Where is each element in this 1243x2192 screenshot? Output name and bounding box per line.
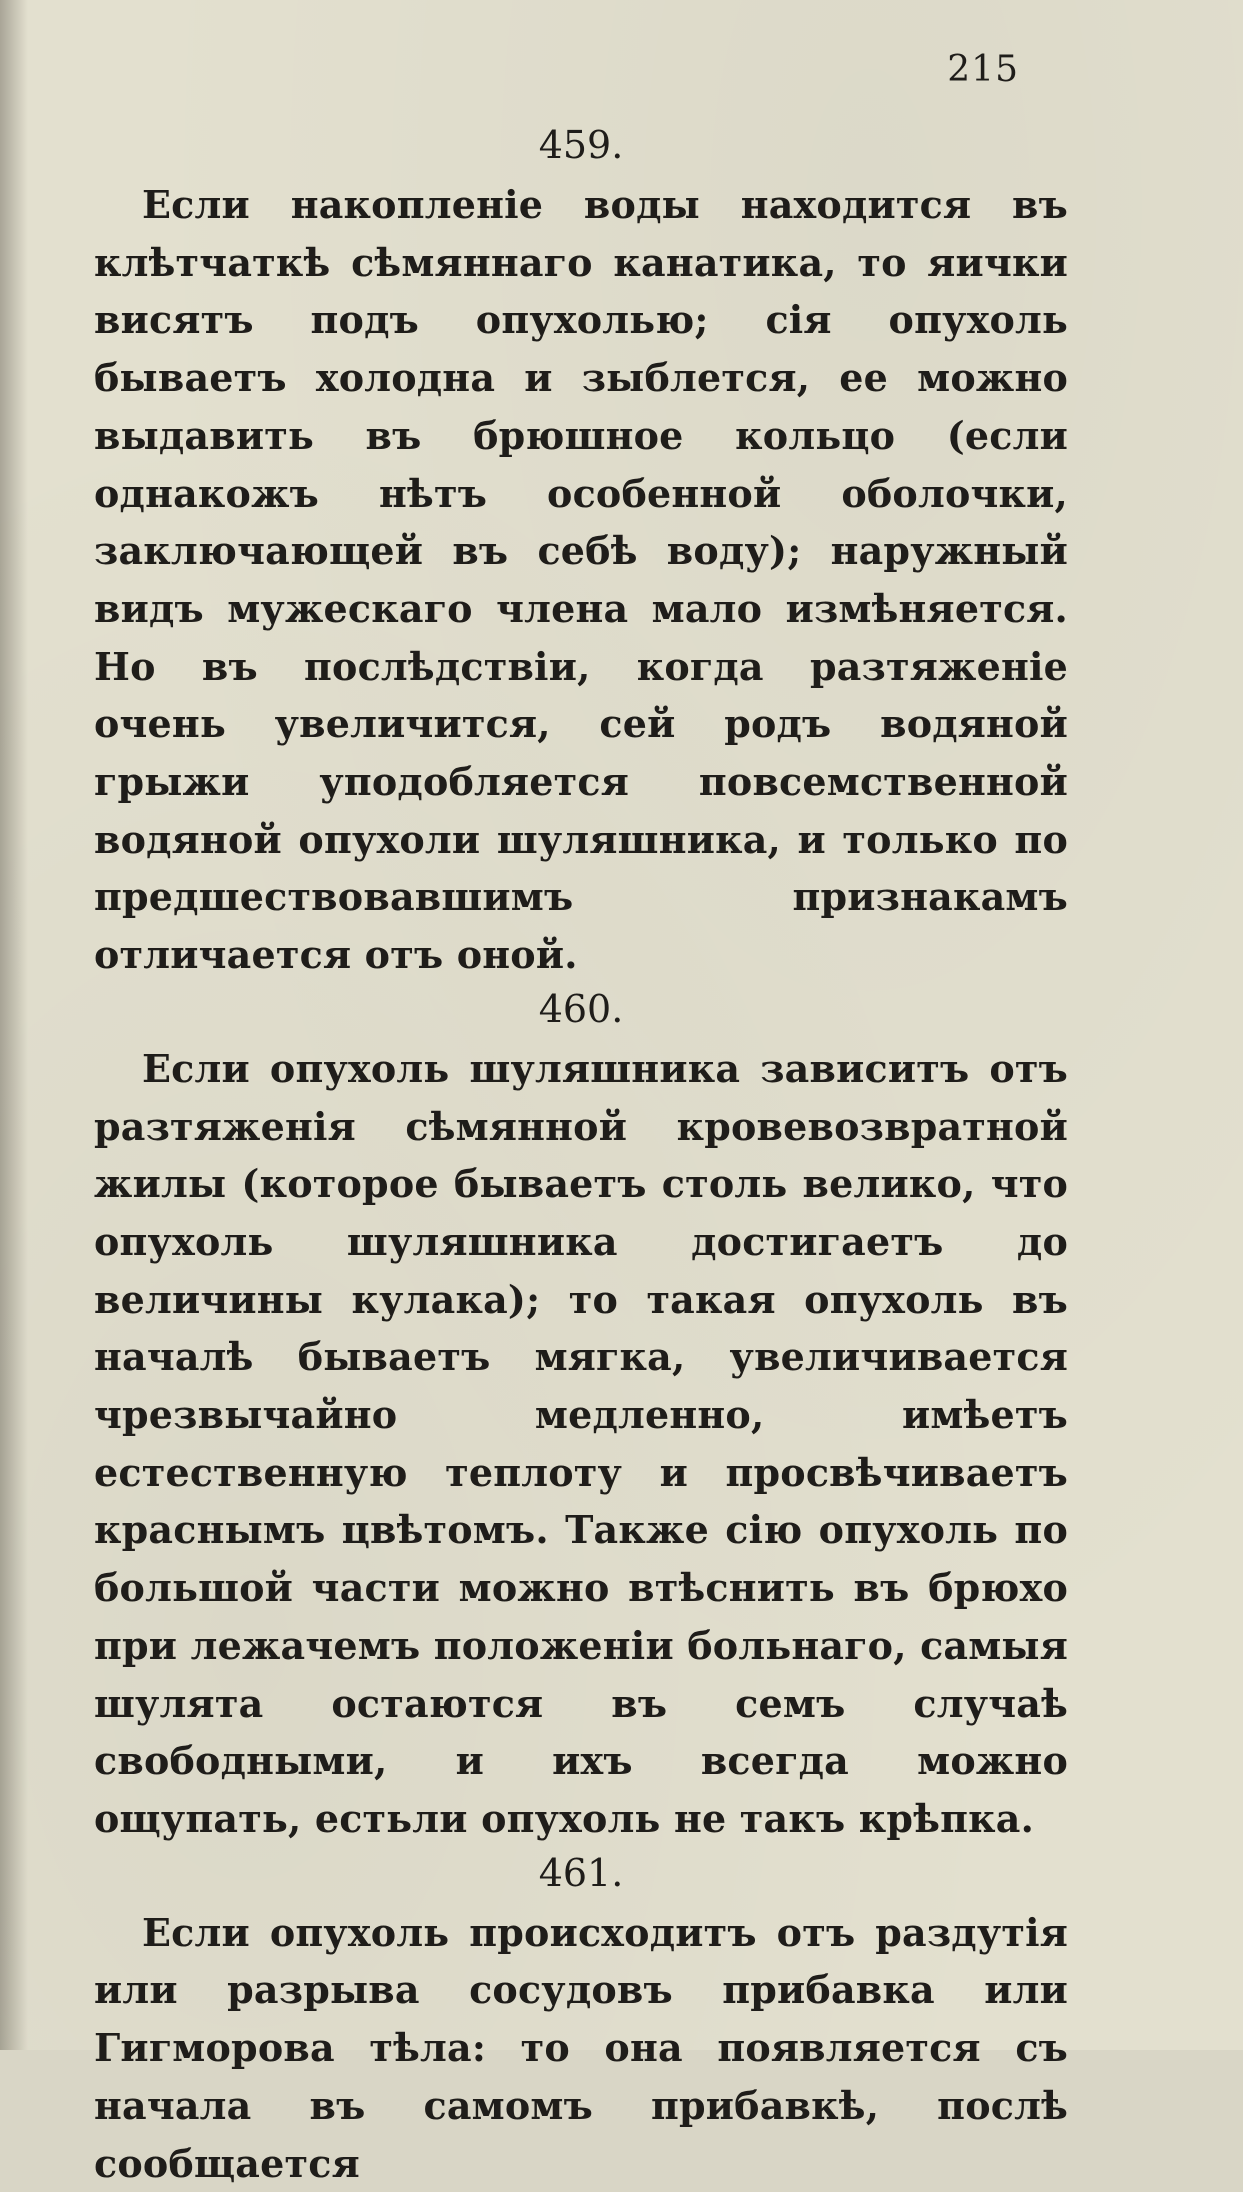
section-number: 460. (538, 986, 624, 1031)
page-number: 215 (947, 49, 1019, 90)
section-459 (94, 123, 1068, 984)
section-number: 461. (538, 1850, 624, 1895)
section-paragraph: Если накопленіе воды находится въ клѣтчаткѣ сѣмяннаго канатика, то яички висятъ подъ опухолью; сія опухоль бываетъ холодна и зыблется, ее можно выдавить въ брюшное кольцо (если однакожъ нѣтъ особенной оболочки, заключающей въ себѣ воду); наружный видъ мужескаго члена мало измѣняется. Но въ послѣдствіи, когда разтяженіе очень увеличится, сей родъ водяной грыжи уподобляется повсемственной водяной опухоли шуляшника, и только по предшествовавшимъ признакамъ отличается отъ оной. (94, 182, 1068, 978)
section-461 (94, 1850, 1068, 2192)
page-binding-shadow (0, 0, 28, 2050)
section-paragraph: Если опухоль шуляшника зависитъ отъ разтяженія сѣмянной кровевозвратной жилы (которое бываетъ столь велико, что опухоль шуляшника достигаетъ до величины кулака); то такая опухоль въ началѣ бываетъ мягка, увеличивается чрезвычайно медленно, имѣетъ естественную теплоту и просвѣчиваетъ краснымъ цвѣтомъ. Также сію опухоль по большой части можно втѣснить въ брюхо при лежачемъ положеніи больнаго, самыя шулята остаются въ семъ случаѣ свободными, и ихъ всегда можно ощупать, естьли опухоль не такъ крѣпка. (94, 1045, 1068, 1841)
section-460 (94, 986, 1068, 1848)
section-number: 459. (538, 123, 624, 167)
section-paragraph: Если опухоль происходитъ отъ раздутія или разрыва сосудовъ прибавка или Гигморова тѣла: то она появляется съ начала въ самомъ прибавкѣ, послѣ сообщается (94, 1909, 1068, 2186)
page-body (94, 123, 1068, 2192)
